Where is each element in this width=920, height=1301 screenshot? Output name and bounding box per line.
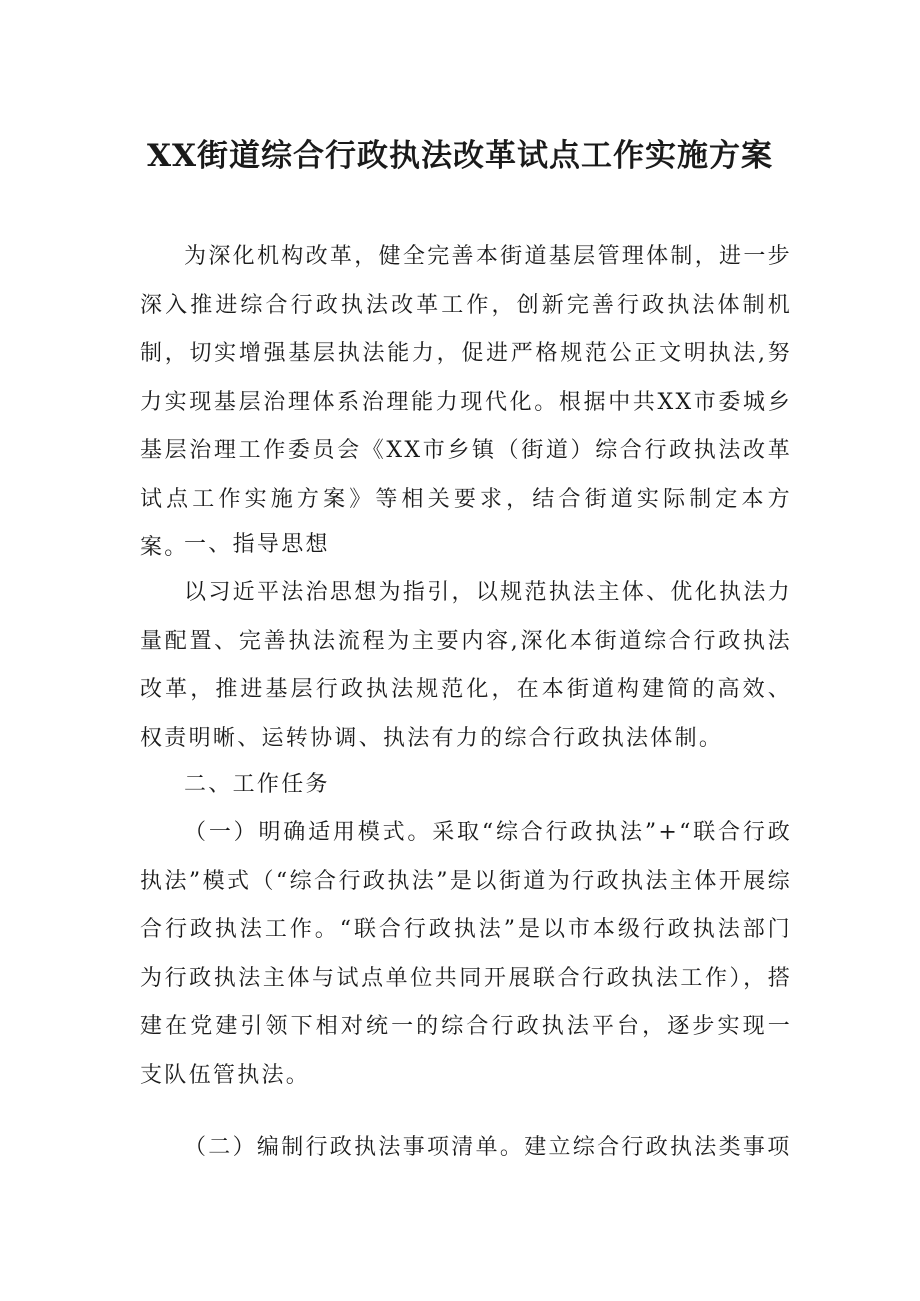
task-2-paragraph: （二）编制行政执法事项清单。建立综合行政执法类事项	[184, 1135, 792, 1160]
task-1-paragraph: （一）明确适用模式。采取“综合行政执法”+“联合行政执法”模式（“综合行政执法”是以街道为行政执法主体开展综合行政执法工作。“联合行政执法”是以市本级行政执法部门为行政执法主体与试点单位共同开展联合行政执法工作），搭建在党建引领下相对统一的综合行政执法平台，逐步实现一支队伍管执法。	[140, 820, 792, 1088]
section-heading-work-tasks: 二、工作任务	[184, 772, 330, 797]
section-heading-guiding-thought: 一、指导思想	[184, 532, 330, 557]
guiding-thought-paragraph: 以习近平法治思想为指引，以规范执法主体、优化执法力量配置、完善执法流程为主要内容,深化本街道综合行政执法改革，推进基层行政执法规范化，在本街道构建简的高效、权责明晰、运转协调、执法有力的综合行政执法体制。	[140, 580, 792, 751]
intro-paragraph: 为深化机构改革，健全完善本街道基层管理体制，进一步深入推进综合行政执法改革工作，创新完善行政执法体制机制，切实增强基层执法能力，促进严格规范公正文明执法,努力实现基层治理体系治理能力现代化。根据中共XX市委城乡基层治理工作委员会《XX市乡镇（街道）综合行政执法改革试点工作实施方案》等相关要求，结合街道实际制定本方案。	[140, 244, 792, 560]
document-title: XX街道综合行政执法改革试点工作实施方案	[146, 138, 774, 174]
